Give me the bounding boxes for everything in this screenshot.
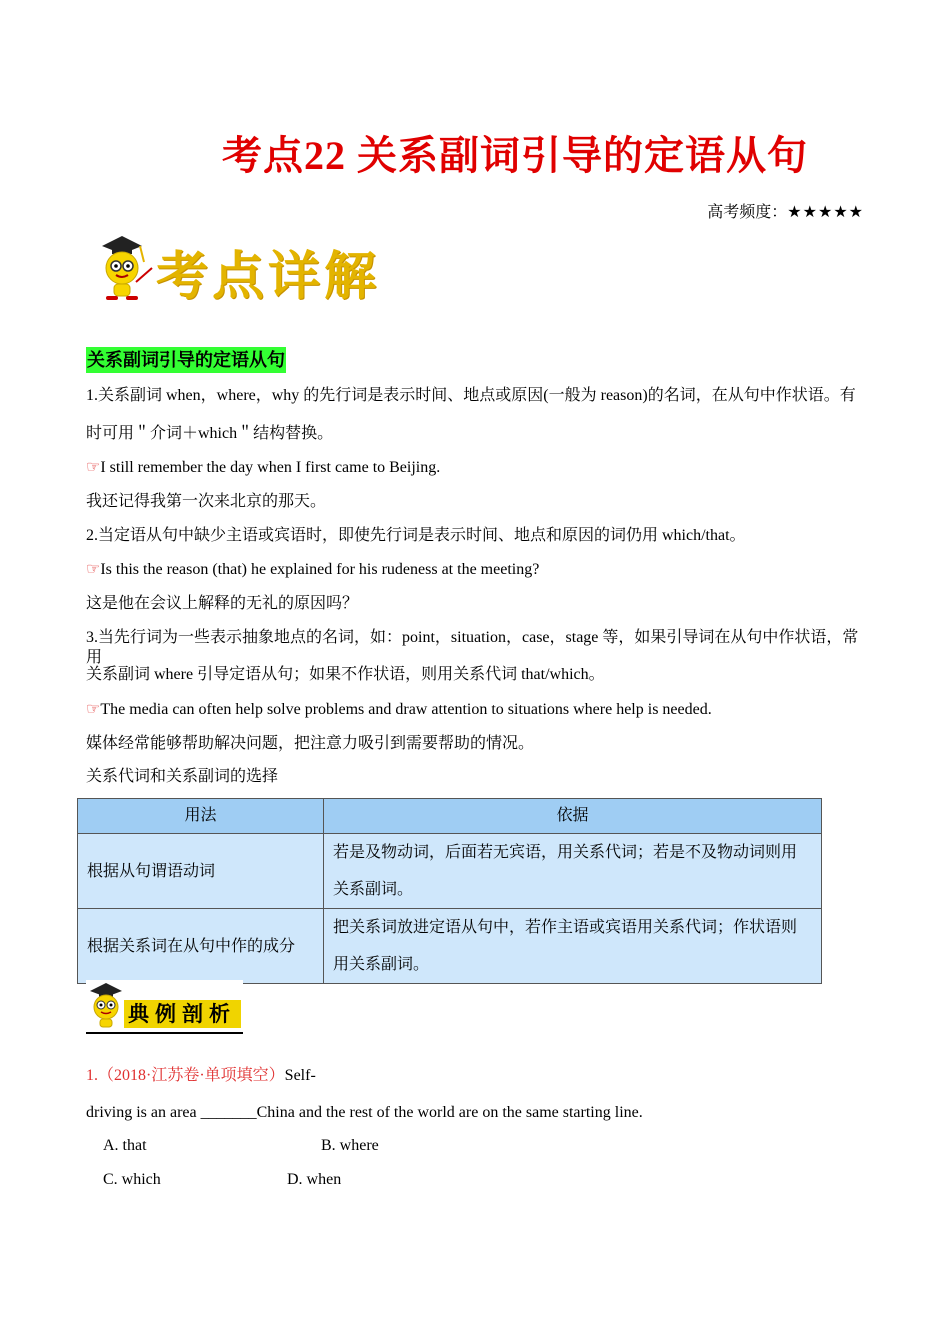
option-a: A. that	[103, 1137, 147, 1154]
question-line-1	[86, 1066, 866, 1086]
example-text: Is this the reason (that) he explained for his rudeness at the meeting?	[100, 561, 540, 578]
option-c: C. which	[103, 1171, 161, 1188]
basis-line: 若是及物动词，后面若无宾语，用关系代词；若是不及物动词则用	[333, 844, 798, 861]
page-title: 考点22 关系副词引导的定语从句	[222, 133, 808, 178]
example-text: I still remember the day when I first came to Beijing.	[100, 459, 441, 476]
frequency-stars: ★★★★★	[787, 204, 864, 221]
scholar-mascot-icon	[92, 234, 156, 300]
exam-frequency	[707, 199, 864, 222]
comparison-table	[77, 798, 822, 984]
pointing-hand-icon: ☞	[86, 701, 101, 718]
table-cell-usage: 根据关系词在从句中作的成分	[78, 909, 324, 984]
paragraph-2: 2.当定语从句中缺少主语或宾语时，即使先行词是表示时间、地点和原因的词仍用 which/that。	[86, 527, 746, 544]
basis-line: 把关系词放进定语从句中，若作主语或宾语用关系代词；作状语则	[333, 919, 798, 936]
question-stem: Self-	[284, 1067, 316, 1084]
section-heading: 关系副词引导的定语从句	[86, 347, 286, 373]
example-2-cn: 这是他在会议上解释的无礼的原因吗？	[86, 595, 359, 612]
kaodian-banner	[92, 232, 392, 307]
question-line-2: driving is an area _______China and the rest of the world are on the same starting line.	[86, 1104, 643, 1121]
example-1-en	[86, 458, 866, 478]
option-b: B. where	[321, 1137, 379, 1154]
table-header: 依据	[324, 799, 822, 834]
pointing-hand-icon: ☞	[86, 561, 101, 578]
scholar-mascot-icon	[86, 982, 126, 1028]
question-source: 1.（2018·江苏卷·单项填空）	[86, 1067, 285, 1084]
example-2-en	[86, 560, 866, 580]
table-header-row	[78, 799, 822, 834]
banner-text: 典例剖析	[124, 1000, 241, 1028]
table-cell-usage: 根据从句谓语动词	[78, 834, 324, 909]
table-cell-basis	[324, 909, 822, 984]
paragraph-3b: 关系副词 where 引导定语从句；如果不作状语，则用关系代词 that/which。	[86, 666, 605, 683]
table-row	[78, 909, 822, 984]
example-1-cn: 我还记得我第一次来北京的那天。	[86, 493, 327, 510]
basis-line: 用关系副词。	[333, 956, 430, 973]
example-text: The media can often help solve problems and draw attention to situations where help is needed.	[100, 701, 712, 718]
paragraph-1a: 1.关系副词 when，where，why 的先行词是表示时间、地点或原因(一般为 reason)的名词，在从句中作状语。有	[86, 387, 856, 404]
paragraph-1b: 时可用＂介词＋which＂结构替换。	[86, 425, 334, 442]
dianli-banner	[86, 980, 243, 1034]
paragraph-3a: 3.当先行词为一些表示抽象地点的名词，如：point，situation，case，stage 等，如果引导词在从句中作状语，常用	[86, 629, 859, 666]
table-header: 用法	[78, 799, 324, 834]
table-intro: 关系代词和关系副词的选择	[86, 768, 279, 785]
example-3-en	[86, 700, 866, 720]
frequency-label: 高考频度：	[707, 204, 788, 221]
example-3-cn: 媒体经常能够帮助解决问题，把注意力吸引到需要帮助的情况。	[86, 735, 535, 752]
option-d: D. when	[287, 1171, 342, 1188]
table-row	[78, 834, 822, 909]
basis-line: 关系副词。	[333, 881, 414, 898]
pointing-hand-icon: ☞	[86, 459, 101, 476]
banner-text: 考点详解	[156, 246, 381, 307]
table-cell-basis	[324, 834, 822, 909]
